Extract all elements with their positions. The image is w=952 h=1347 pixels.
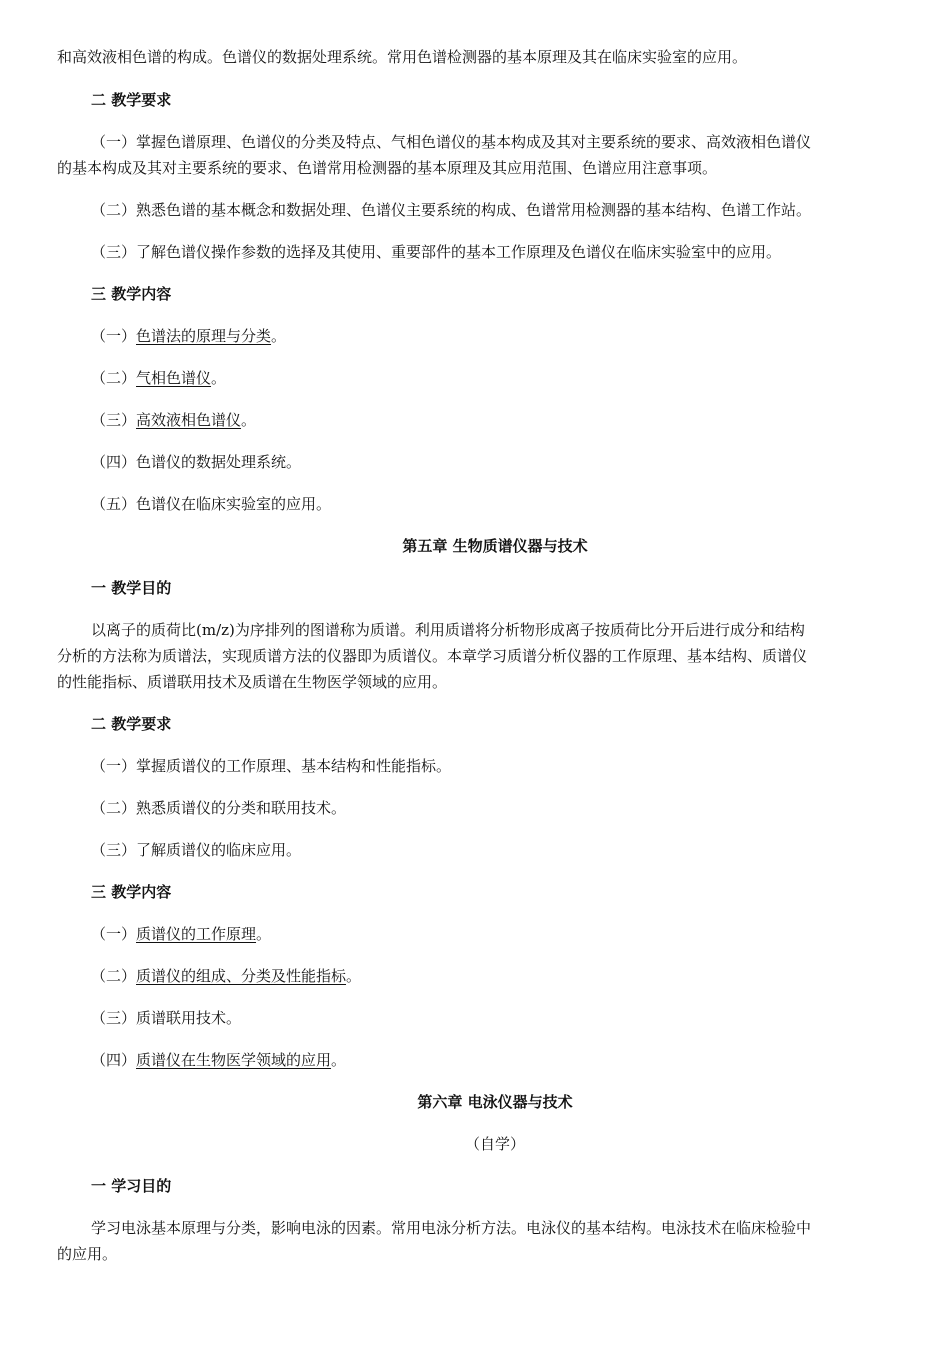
requirement-master-line2: 的基本构成及其对主要系统的要求、色谱常用检测器的基本原理及其应用范围、色谱应用注意事项。 [57, 159, 718, 177]
link-ms-principle[interactable]: 质谱仪的工作原理 [136, 925, 257, 943]
item-number: （四） [91, 1051, 137, 1069]
requirement-understand: （三）了解色谱仪操作参数的选择及其使用、重要部件的基本工作原理及色谱仪在临床实验室中的应用。 [91, 243, 782, 261]
heading-teaching-requirements-ch5: 二 教学要求 [91, 715, 172, 733]
item-period: 。 [241, 411, 257, 429]
item-number: （一） [91, 925, 137, 943]
item-number: （二） [91, 967, 137, 985]
content-item-2 [91, 366, 931, 390]
heading-learning-purpose: 一 学习目的 [91, 1177, 172, 1195]
item-period: 。 [271, 327, 287, 345]
item-period: 。 [211, 369, 227, 387]
purpose-line2: 分析的方法称为质谱法，实现质谱方法的仪器即为质谱仪。本章学习质谱分析仪器的工作原理、基本结构、质谱仪 [57, 647, 808, 665]
item-period: 。 [256, 925, 272, 943]
requirement-ch5-familiar: （二）熟悉质谱仪的分类和联用技术。 [91, 799, 347, 817]
learning-purpose-line1: 学习电泳基本原理与分类，影响电泳的因素。常用电泳分析方法。电泳仪的基本结构。电泳技术在临床检验中 [91, 1219, 812, 1237]
content-item-3 [91, 408, 931, 432]
paragraph-chromatography-summary: 和高效液相色谱的构成。色谱仪的数据处理系统。常用色谱检测器的基本原理及其在临床实验室的应用。 [57, 48, 748, 66]
link-ms-biomedical[interactable]: 质谱仪在生物医学领域的应用 [136, 1051, 332, 1069]
requirement-ch5-understand: （三）了解质谱仪的临床应用。 [91, 841, 302, 859]
content-ch5-item-1 [91, 922, 931, 946]
link-ms-composition[interactable]: 质谱仪的组成、分类及性能指标 [136, 967, 347, 985]
item-number: （二） [91, 369, 137, 387]
requirement-master-line1: （一）掌握色谱原理、色谱仪的分类及特点、气相色谱仪的基本构成及其对主要系统的要求、高效液相色谱仪 [91, 133, 812, 151]
requirement-familiar: （二）熟悉色谱的基本概念和数据处理、色谱仪主要系统的构成、色谱常用检测器的基本结构、色谱工作站。 [91, 201, 812, 219]
item-period: 。 [331, 1051, 347, 1069]
heading-teaching-purpose: 一 教学目的 [91, 579, 172, 597]
chapter-6-title: 第六章 电泳仪器与技术 [417, 1093, 573, 1111]
chapter-5-title: 第五章 生物质谱仪器与技术 [402, 537, 588, 555]
purpose-line1: 以离子的质荷比(m/z)为序排列的图谱称为质谱。利用质谱将分析物形成离子按质荷比分开后进行成分和结构 [91, 621, 805, 639]
item-period: 。 [346, 967, 362, 985]
item-number: （三） [91, 411, 137, 429]
chapter-6-subtitle: （自学） [464, 1135, 525, 1153]
purpose-line3: 的性能指标、质谱联用技术及质谱在生物医学领域的应用。 [57, 673, 448, 691]
link-hplc[interactable]: 高效液相色谱仪 [136, 411, 242, 429]
heading-teaching-content-ch5: 三 教学内容 [91, 883, 172, 901]
content-item-4: （四）色谱仪的数据处理系统。 [91, 453, 302, 471]
link-gas-chromatograph[interactable]: 气相色谱仪 [136, 369, 212, 387]
item-number: （一） [91, 327, 137, 345]
link-chromatography-principle[interactable]: 色谱法的原理与分类 [136, 327, 272, 345]
learning-purpose-line2: 的应用。 [57, 1245, 118, 1263]
heading-teaching-content: 三 教学内容 [91, 285, 172, 303]
content-item-5: （五）色谱仪在临床实验室的应用。 [91, 495, 332, 513]
content-ch5-item-3: （三）质谱联用技术。 [91, 1009, 242, 1027]
heading-teaching-requirements: 二 教学要求 [91, 91, 172, 109]
content-ch5-item-4 [91, 1048, 931, 1072]
requirement-ch5-master: （一）掌握质谱仪的工作原理、基本结构和性能指标。 [91, 757, 452, 775]
content-item-1 [91, 324, 931, 348]
content-ch5-item-2 [91, 964, 931, 988]
